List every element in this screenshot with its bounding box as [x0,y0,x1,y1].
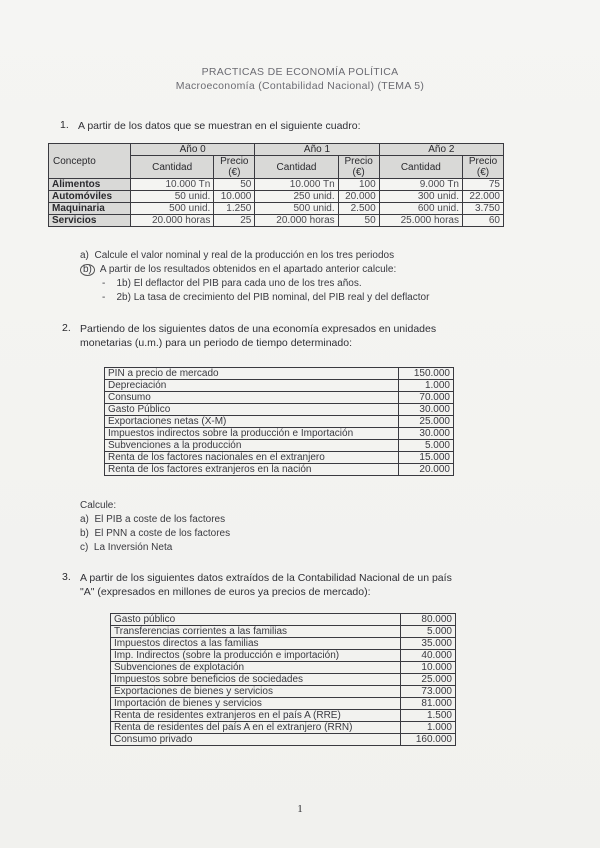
q3-intro-line1: A partir de los siguientes datos extraídos de la Contabilidad Nacional de un país [80,572,452,584]
row-value: 30.000 [399,428,454,440]
cell-value: 25.000 horas [379,215,462,227]
cell-value: 50 [214,179,255,191]
q2-number: 2. [62,322,71,334]
row-value: 40.000 [401,650,456,662]
table-row [49,191,504,203]
cell-value: 1.250 [214,203,255,215]
row-label: Renta de residentes del país A en el extranjero (RRN) [111,722,401,734]
cell-value: 60 [463,215,504,227]
q2-intro [80,322,436,350]
row-label: Impuestos sobre beneficios de sociedades [111,674,401,686]
year-1-header: Año 1 [255,144,379,156]
row-value: 80.000 [401,614,456,626]
row-label: Impuestos indirectos sobre la producción e Importación [105,428,399,440]
row-label: Gasto público [111,614,401,626]
cell-value: 22.000 [463,191,504,203]
row-label: Depreciación [105,380,399,392]
table-row [111,626,456,638]
q1-intro: A partir de los datos que se muestran en el siguiente cuadro: [78,120,361,132]
item-label: b) [80,528,89,539]
calcule-label: Calcule: [80,500,117,511]
q2-table [104,367,454,476]
row-value: 1.000 [401,722,456,734]
item-b-text: A partir de los resultados obtenidos en el apartado anterior calcule: [99,264,397,275]
q3-intro [80,571,452,599]
row-label: Consumo [105,392,399,404]
row-value: 160.000 [401,734,456,746]
cell-value: 500 unid. [255,203,338,215]
cell-value: 10.000 [214,191,255,203]
cell-value: 10.000 Tn [255,179,338,191]
row-value: 30.000 [399,404,454,416]
row-label: Exportaciones netas (X-M) [105,416,399,428]
cell-value: 25 [214,215,255,227]
row-label: Subvenciones de explotación [111,662,401,674]
cell-value: 9.000 Tn [379,179,462,191]
table-row [105,368,454,380]
q2-intro-line2: monetarias (u.m.) para un periodo de tiempo determinado: [80,337,352,349]
q1-number: 1. [60,119,69,131]
row-label: Impuestos directos a las familias [111,638,401,650]
table-row [111,638,456,650]
item-label: a) [80,514,89,525]
cell-value: 20.000 horas [131,215,214,227]
cell-value: 50 unid. [131,191,214,203]
row-label: Renta de los factores extranjeros en la nación [105,464,399,476]
table-row [49,179,504,191]
table-row [111,650,456,662]
item-label: a) [80,250,89,261]
table-row [111,734,456,746]
row-value: 5.000 [399,440,454,452]
document-subtitle: Macroeconomía (Contabilidad Nacional) (TEMA 5) [175,80,425,92]
cell-value: 500 unid. [131,203,214,215]
cell-value: 250 unid. [255,191,338,203]
page-number: 1 [297,803,303,815]
dash: - [102,278,106,289]
q3-number: 3. [62,571,71,583]
item-b1-text: 1b) El deflactor del PIB para cada uno de los tres años. [116,278,362,289]
year-2-header: Año 2 [379,144,503,156]
row-concept: Alimentos [49,179,131,191]
document-title: PRACTICAS DE ECONOMÍA POLÍTICA [201,66,399,78]
item-text: La Inversión Neta [93,542,173,553]
row-value: 35.000 [401,638,456,650]
row-value: 20.000 [399,464,454,476]
row-label: Renta de residentes extranjeros en el país A (RRE) [111,710,401,722]
qty-header: Cantidad [379,156,462,179]
item-a-text: Calcule el valor nominal y real de la producción en los tres periodos [94,250,395,261]
price-header: Precio (€) [463,156,504,179]
row-label: Gasto Público [105,404,399,416]
table-row [105,452,454,464]
item-label: c) [80,542,89,553]
q3-intro-line2: "A" (expresados en millones de euros ya precios de mercado): [80,586,371,598]
item-text: El PIB a coste de los factores [94,514,226,525]
table-row [49,203,504,215]
row-value: 15.000 [399,452,454,464]
row-value: 25.000 [401,674,456,686]
row-value: 81.000 [401,698,456,710]
price-header: Precio (€) [214,156,255,179]
row-label: PIN a precio de mercado [105,368,399,380]
table-row [105,440,454,452]
row-value: 5.000 [401,626,456,638]
year-0-header: Año 0 [131,144,255,156]
qty-header: Cantidad [255,156,338,179]
row-concept: Automóviles [49,191,131,203]
table-row [105,428,454,440]
q2-intro-line1: Partiendo de los siguientes datos de una economía expresados en unidades [80,323,437,335]
q1-items [80,249,429,305]
cell-value: 100 [338,179,379,191]
table-row [105,380,454,392]
table-row [111,674,456,686]
table-row [49,215,504,227]
table-row [105,464,454,476]
table-row [105,392,454,404]
row-concept: Maquinaria [49,203,131,215]
qty-header: Cantidad [131,156,214,179]
cell-value: 50 [338,215,379,227]
cell-value: 75 [463,179,504,191]
cell-value: 10.000 Tn [131,179,214,191]
row-value: 10.000 [401,662,456,674]
row-concept: Servicios [49,215,131,227]
row-label: Renta de los factores nacionales en el extranjero [105,452,399,464]
row-label: Transferencias corrientes a las familias [111,626,401,638]
dash: - [102,292,106,303]
cell-value: 300 unid. [379,191,462,203]
cell-value: 2.500 [338,203,379,215]
cell-value: 20.000 horas [255,215,338,227]
q1-table [48,143,504,227]
row-value: 73.000 [401,686,456,698]
table-row [111,722,456,734]
price-header: Precio (€) [338,156,379,179]
concept-header: Concepto [49,144,131,179]
item-label: b) [80,264,95,276]
cell-value: 20.000 [338,191,379,203]
cell-value: 3.750 [463,203,504,215]
table-row [111,710,456,722]
q2-items [80,499,230,555]
row-value: 150.000 [399,368,454,380]
row-label: Importación de bienes y servicios [111,698,401,710]
cell-value: 600 unid. [379,203,462,215]
table-row [111,686,456,698]
item-b2-text: 2b) La tasa de crecimiento del PIB nominal, del PIB real y del deflactor [116,292,430,303]
row-label: Imp. Indirectos (sobre la producción e importación) [111,650,401,662]
table-row [105,416,454,428]
item-text: El PNN a coste de los factores [94,528,231,539]
row-label: Subvenciones a la producción [105,440,399,452]
table-row [111,698,456,710]
row-value: 1.500 [401,710,456,722]
row-value: 70.000 [399,392,454,404]
table-row [111,614,456,626]
q3-table [110,613,456,746]
row-label: Consumo privado [111,734,401,746]
row-value: 25.000 [399,416,454,428]
row-value: 1.000 [399,380,454,392]
table-row [111,662,456,674]
row-label: Exportaciones de bienes y servicios [111,686,401,698]
table-row [105,404,454,416]
